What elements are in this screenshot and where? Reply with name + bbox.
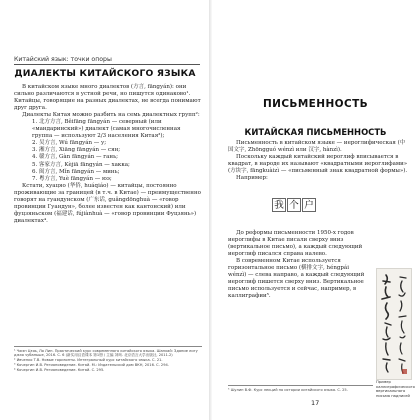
calligraphy-strokes — [377, 269, 411, 379]
running-header: Китайский язык: точки опоры — [14, 56, 200, 65]
book-gutter — [209, 0, 212, 420]
dialect-list-item: 4. 赣方言, Gàn fāngyán — гань; — [32, 154, 118, 161]
hieroglyph-cell: 个 — [287, 198, 301, 212]
dialect-list-item: 6. 闽方言, Mǐn fāngyán — минь; — [32, 168, 120, 175]
dialect-list-item: 5. 客家方言, Kèjiā fāngyán — хакка; — [32, 161, 130, 168]
right-footnote: ⁵ Шулин В.Ф. Курс лекций по истории китайского языка. С. 25. — [228, 385, 373, 392]
dialect-list-item: 1. 北方方言, Běifāng fāngyán — северный (или «мандаринский») диалект (самая многочисленная группа — используют 2/3 населения Китая³); — [32, 119, 181, 140]
left-footnotes — [14, 346, 202, 372]
dialect-list-item: 2. 吴方言, Wú fāngyán — у; — [32, 140, 107, 147]
right-page-body-top — [228, 140, 408, 182]
writing-paragraph-4: В современном Китае используется горизонтальное письмо (横排文字, héngpái wénzì) — слева направо, а каждый следующий иероглиф пишется сверху вниз. Вертикальное письмо используется и сейчас, например, в каллиграфии⁵. — [228, 258, 365, 300]
footnote: ³ Кочергин И.В. Регионоведение. Китай. М.: Издательский дом ВКН, 2016. С. 294. — [14, 362, 169, 367]
dialect-list-item: 7. 粤方言, Yuè fāngyán — юэ; — [32, 175, 112, 182]
hieroglyph-cell: 我 — [272, 198, 286, 212]
hieroglyph-examples — [272, 198, 316, 212]
dialects-paragraph-1: В китайском языке много диалектов (方言, fāngyán): они сильно различаются в устной речи, но пишутся одинаково¹. Китайцы, говорящие на разных диалектах, не всегда понимают друг друга. — [14, 84, 201, 112]
example-label: Например: — [236, 175, 268, 182]
section-title-chinese-writing: КИТАЙСКАЯ ПИСЬМЕННОСТЬ — [244, 127, 387, 137]
writing-paragraph-2: Поскольку каждый китайский иероглиф вписывается в квадрат, в народе их называют «квадратными иероглифами» (方块字, fāngkuàizì — «письменный знак квадратной формы»). — [228, 154, 408, 175]
dialects-paragraph-2: Диалекты Китая можно разбить на семь диалектных групп²: — [22, 112, 200, 119]
page-number: 17 — [311, 399, 320, 407]
writing-paragraph-1: Письменность в китайском языке — иероглифическая (中国文字, Zhōngguó wénzì или 汉字, hànzì). — [228, 140, 406, 154]
calligraphy-image — [376, 268, 412, 380]
chapter-title-writing: ПИСЬМЕННОСТЬ — [262, 98, 369, 110]
left-page-body — [14, 84, 202, 225]
huaqiao-paragraph: Кстати, хуацяо (华侨, huáqiáo) — китайцы, постоянно проживающие за границей (в т.ч. в Китае) — преимущественно говорят на гуандунском (广东话, guǎngdōnghuà — «говор провинции Гуандун», более известен как кантонский) или фуцзяньском (福建话, fújiànhuà — «говор провинции Фуцзянь») диалектах⁴. — [14, 182, 201, 224]
footnote: ⁴ Кочергин И.В. Регионоведение. Китай. С. 295. — [14, 367, 105, 372]
calligraphy-caption: Пример каллиграфического вертикального письма надписей — [376, 380, 415, 398]
dialect-list — [14, 119, 202, 182]
section-title-dialects: ДИАЛЕКТЫ КИТАЙСКОГО ЯЗЫКА — [14, 68, 196, 79]
dialect-list-item: 3. 湘方言, Xiāng fāngyán — сян; — [32, 147, 121, 154]
footnote: ² Ивченко Т.В. Новые горизонты. Интегральный курс китайского языка. С. 21. — [14, 358, 163, 363]
footnote: ¹ Чжэн Цзяь, Ло Лин. Практический курс современного китайского языка. Шанхай: Здание лигу джэо чубаньше, 2016. С. 6 (新实用汉语课本 第1册 / 主编 刘珣. 北京语言大学出版社, 2011.2) — [14, 348, 198, 358]
writing-paragraph-3: До реформы письменности 1950-х годов иероглифы в Китае писали сверху вниз (вертикальное письмо), а каждый следующий иероглиф писался справа налево. — [228, 230, 363, 258]
hieroglyph-cell: 户 — [302, 198, 316, 212]
